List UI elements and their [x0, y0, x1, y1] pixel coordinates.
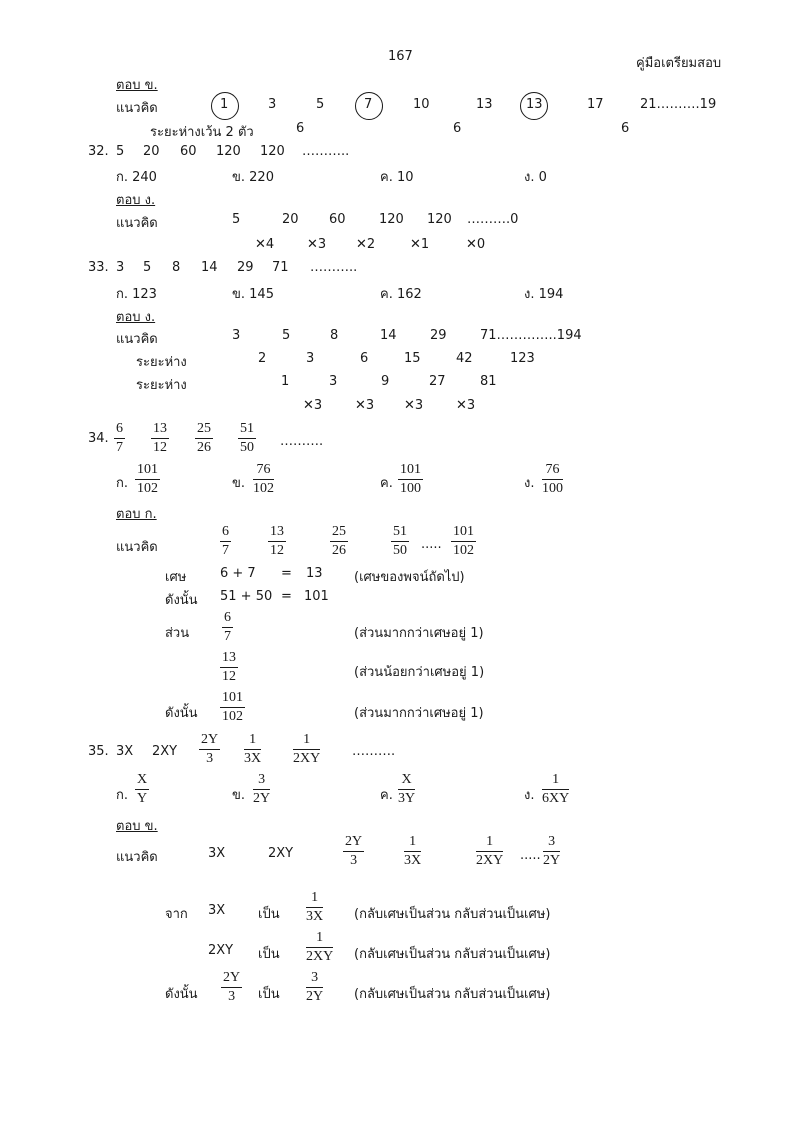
is-label: เป็น	[258, 947, 280, 962]
seq-term: 3	[116, 260, 125, 275]
multiplier: ✕3	[355, 398, 375, 413]
term: 2XY	[208, 943, 234, 958]
seq-term: 13	[526, 97, 543, 112]
expression: 6 + 7	[220, 566, 256, 581]
fraction: $\frac{2Y}{3}$	[223, 970, 241, 1004]
seq-dots: ……….	[280, 434, 324, 449]
seq-term: 5	[143, 260, 152, 275]
seq-term: 3	[268, 97, 277, 112]
fraction: $\frac{3}{2Y}$	[543, 834, 561, 868]
fraction: $\frac{101}{102}$	[453, 524, 474, 558]
fraction: $\frac{25}{26}$	[197, 421, 211, 455]
fraction: $\frac{51}{50}$	[393, 524, 407, 558]
fraction: $\frac{6}{7}$	[222, 524, 229, 558]
numerator-label: เศษ	[165, 570, 187, 585]
fraction: $\frac{13}{12}$	[153, 421, 167, 455]
choice: ค. 10	[380, 170, 414, 185]
choice-letter: ข.	[232, 476, 246, 491]
fraction: $\frac{1}{3X}$	[404, 834, 422, 868]
gap-value: 1	[281, 374, 290, 389]
seq-term: ……….0	[467, 212, 519, 227]
multiplier: ✕3	[303, 398, 323, 413]
note: (เศษของพจน์ถัดไป)	[354, 570, 465, 585]
gap-value: 6	[453, 121, 462, 136]
page-number: 167	[388, 49, 413, 64]
seq-term: 3X	[208, 846, 226, 861]
result-value: 101	[304, 589, 329, 604]
gap-label: ระยะห่าง	[136, 378, 187, 393]
equals-sign: =	[281, 566, 292, 581]
choice: ก. 240	[116, 170, 157, 185]
choice-letter: ค.	[380, 788, 393, 803]
from-label: จาก	[165, 907, 188, 922]
seq-term: 8	[330, 328, 339, 343]
choice-fraction: $\frac{X}{3Y}$	[398, 772, 416, 806]
gap-value: 6	[621, 121, 630, 136]
seq-term: 14	[380, 328, 397, 343]
seq-term: 120	[427, 212, 452, 227]
gap-value: 2	[258, 351, 267, 366]
seq-term: 71	[272, 260, 289, 275]
note: (กลับเศษเป็นส่วน กลับส่วนเป็นเศษ)	[354, 987, 551, 1002]
multiplier: ✕4	[255, 237, 275, 252]
fraction: $\frac{1}{2XY}$	[476, 834, 504, 868]
fraction: $\frac{13}{12}$	[222, 650, 236, 684]
q32-method-label: แนวคิด	[116, 216, 158, 231]
q33-method-label: แนวคิด	[116, 332, 158, 347]
choice-letter: ก.	[116, 788, 129, 803]
seq-term: 120	[379, 212, 404, 227]
choice-letter: ข.	[232, 788, 246, 803]
fraction: $\frac{1}{2XY}$	[306, 930, 334, 964]
is-label: เป็น	[258, 987, 280, 1002]
book-title: คู่มือเตรียมสอบ	[636, 56, 722, 71]
seq-term: 2XY	[152, 744, 178, 759]
multiplier: ✕3	[404, 398, 424, 413]
gap-value: 27	[429, 374, 446, 389]
gap-value: 81	[480, 374, 497, 389]
result-value: 13	[306, 566, 323, 581]
gap-value: 6	[360, 351, 369, 366]
seq-term: 1	[220, 97, 229, 112]
q31-gap-label: ระยะห่างเว้น 2 ตัว	[150, 125, 254, 140]
seq-term: 5	[232, 212, 241, 227]
q32-number: 32.	[88, 144, 109, 159]
q32-answer: ตอบ ง.	[116, 193, 156, 208]
fraction: $\frac{51}{50}$	[240, 421, 254, 455]
seq-term: 7	[364, 97, 373, 112]
q33-number: 33.	[88, 260, 109, 275]
choice-letter: ก.	[116, 476, 129, 491]
seq-term: 17	[587, 97, 604, 112]
note: (ส่วนน้อยกว่าเศษอยู่ 1)	[354, 665, 485, 680]
multiplier: ✕1	[410, 237, 430, 252]
gap-value: 6	[296, 121, 305, 136]
note: (กลับเศษเป็นส่วน กลับส่วนเป็นเศษ)	[354, 907, 551, 922]
gap-value: 3	[329, 374, 338, 389]
gap-value: 3	[306, 351, 315, 366]
fraction: $\frac{1}{2XY}$	[293, 732, 321, 766]
choice: ข. 220	[232, 170, 274, 185]
choice-fraction: $\frac{76}{102}$	[253, 462, 274, 496]
seq-term: 29	[430, 328, 447, 343]
seq-dots: ……….	[352, 744, 396, 759]
term: 3X	[208, 903, 226, 918]
seq-dots: ………..	[310, 260, 358, 275]
fraction: $\frac{6}{7}$	[224, 610, 231, 644]
seq-term: 120	[216, 144, 241, 159]
q34-answer: ตอบ ก.	[116, 507, 157, 522]
choice: ค. 162	[380, 287, 422, 302]
gap-value: 9	[381, 374, 390, 389]
fraction: $\frac{3}{2Y}$	[306, 970, 324, 1004]
fraction: $\frac{101}{102}$	[222, 690, 243, 724]
seq-term: 5	[116, 144, 125, 159]
seq-term: 3X	[116, 744, 134, 759]
multiplier: ✕0	[466, 237, 486, 252]
gap-value: 42	[456, 351, 473, 366]
is-label: เป็น	[258, 907, 280, 922]
choice-letter: ค.	[380, 476, 393, 491]
seq-term: 20	[282, 212, 299, 227]
multiplier: ✕2	[356, 237, 376, 252]
fraction: $\frac{2Y}{3}$	[345, 834, 363, 868]
note: (ส่วนมากกว่าเศษอยู่ 1)	[354, 706, 484, 721]
choice-letter: ง.	[524, 476, 535, 491]
gap-value: 15	[404, 351, 421, 366]
seq-term: 71…………..194	[480, 328, 582, 343]
choice-fraction: $\frac{1}{6XY}$	[542, 772, 570, 806]
thus-label: ดังนั้น	[165, 987, 198, 1002]
choice: ง. 194	[524, 287, 564, 302]
seq-term: 21……….19	[640, 97, 717, 112]
fraction: $\frac{25}{26}$	[332, 524, 346, 558]
seq-term: 29	[237, 260, 254, 275]
denominator-label: ส่วน	[165, 626, 190, 641]
expression: 51 + 50	[220, 589, 273, 604]
q31-method-label: แนวคิด	[116, 101, 158, 116]
q35-number: 35.	[88, 744, 109, 759]
choice: ก. 123	[116, 287, 157, 302]
q34-method-label: แนวคิด	[116, 540, 158, 555]
choice-fraction: $\frac{101}{102}$	[137, 462, 158, 496]
seq-dots: ………..	[302, 144, 350, 159]
q31-answer: ตอบ ข.	[116, 78, 158, 93]
seq-term: 13	[476, 97, 493, 112]
gap-value: 123	[510, 351, 535, 366]
seq-term: 14	[201, 260, 218, 275]
choice-fraction: $\frac{101}{100}$	[400, 462, 421, 496]
choice: ง. 0	[524, 170, 547, 185]
fraction: $\frac{6}{7}$	[116, 421, 123, 455]
fraction: $\frac{1}{3X}$	[306, 890, 324, 924]
choice-fraction: $\frac{X}{Y}$	[137, 772, 148, 806]
q35-answer: ตอบ ข.	[116, 819, 158, 834]
q34-number: 34.	[88, 431, 109, 446]
seq-dots: .....	[520, 848, 541, 863]
seq-term: 5	[282, 328, 291, 343]
seq-dots: .....	[421, 537, 442, 552]
seq-term: 3	[232, 328, 241, 343]
note: (ส่วนมากกว่าเศษอยู่ 1)	[354, 626, 484, 641]
choice-letter: ง.	[524, 788, 535, 803]
seq-term: 2XY	[268, 846, 294, 861]
seq-term: 60	[180, 144, 197, 159]
seq-term: 60	[329, 212, 346, 227]
q35-method-label: แนวคิด	[116, 850, 158, 865]
fraction: $\frac{13}{12}$	[270, 524, 284, 558]
seq-term: 8	[172, 260, 181, 275]
choice-fraction: $\frac{3}{2Y}$	[253, 772, 271, 806]
multiplier: ✕3	[456, 398, 476, 413]
gap-label: ระยะห่าง	[136, 355, 187, 370]
fraction: $\frac{2Y}{3}$	[201, 732, 219, 766]
note: (กลับเศษเป็นส่วน กลับส่วนเป็นเศษ)	[354, 947, 551, 962]
q33-answer: ตอบ ง.	[116, 310, 156, 325]
seq-term: 20	[143, 144, 160, 159]
multiplier: ✕3	[307, 237, 327, 252]
equals-sign: =	[281, 589, 292, 604]
choice: ข. 145	[232, 287, 274, 302]
seq-term: 10	[413, 97, 430, 112]
seq-term: 120	[260, 144, 285, 159]
seq-term: 5	[316, 97, 325, 112]
thus-label: ดังนั้น	[165, 706, 198, 721]
thus-label: ดังนั้น	[165, 593, 198, 608]
choice-fraction: $\frac{76}{100}$	[542, 462, 563, 496]
fraction: $\frac{1}{3X}$	[244, 732, 262, 766]
